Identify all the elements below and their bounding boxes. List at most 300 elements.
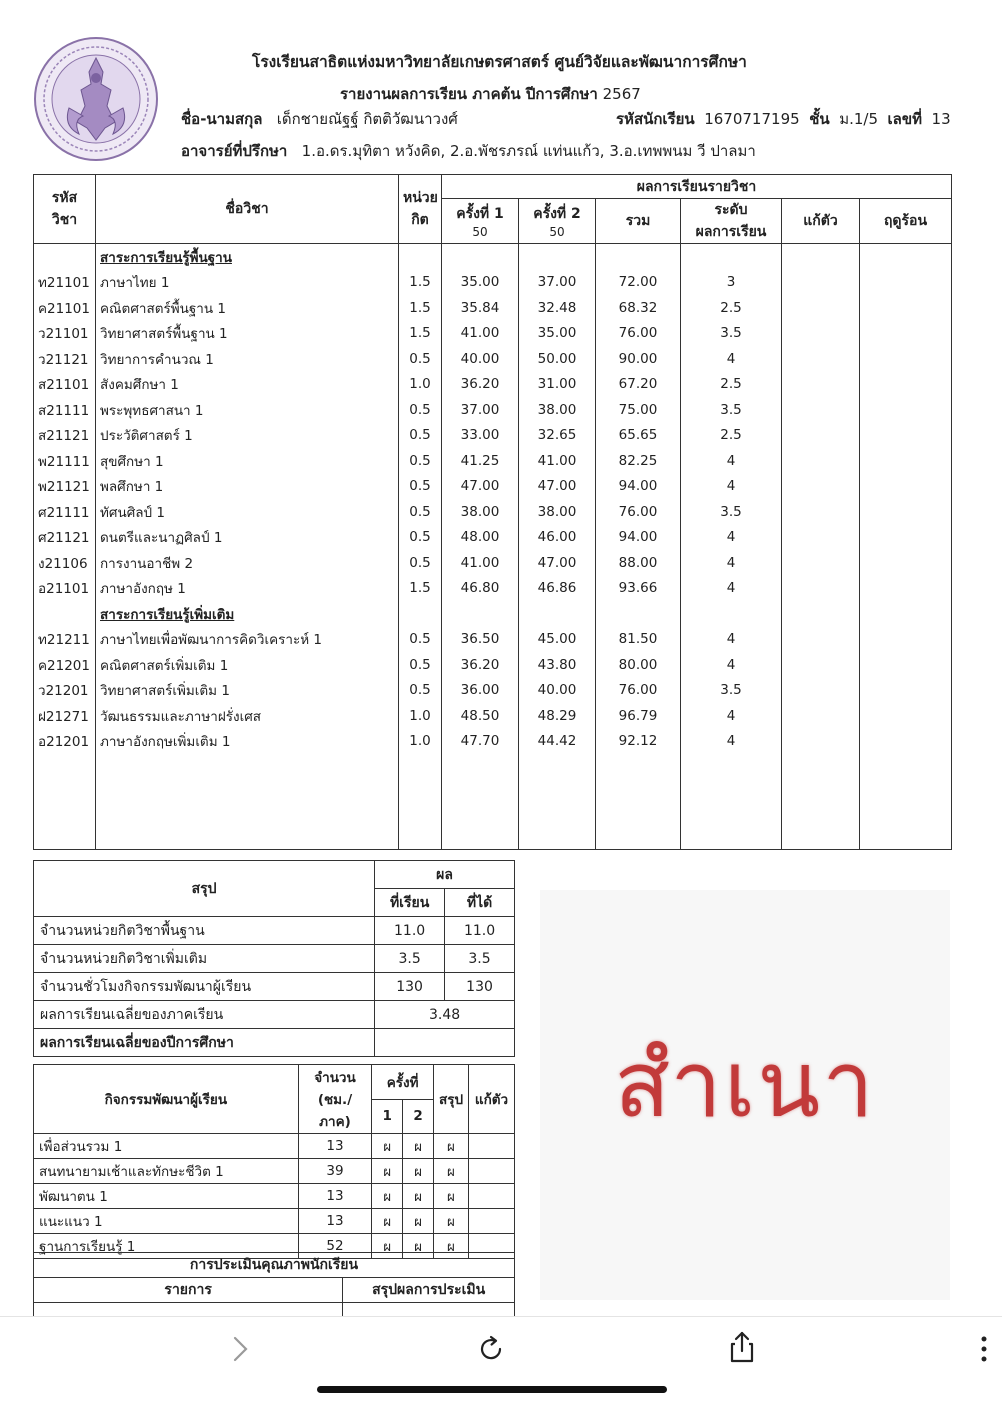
number-label: เลขที่ — [887, 110, 922, 128]
cell-grade: 3 — [681, 270, 782, 296]
col-credit-line1: หน่วย — [403, 190, 438, 206]
cell-credit: 1.5 — [399, 270, 442, 296]
activity-hours: 13 — [298, 1209, 372, 1234]
gpa-term-value: 3.48 — [375, 1001, 515, 1029]
subject-row — [34, 372, 952, 398]
school-seal-logo — [33, 36, 159, 162]
cell-fix — [782, 627, 860, 653]
cell-grade: 3.5 — [681, 321, 782, 347]
cell-code: ส21121 — [34, 423, 96, 449]
cell-credit: 0.5 — [399, 397, 442, 423]
cell-grade: 3.5 — [681, 397, 782, 423]
cell-total: 76.00 — [596, 499, 681, 525]
activities-col-summary: สรุป — [433, 1065, 468, 1134]
activity-fix — [469, 1134, 515, 1159]
cell-name: ภาษาอังกฤษเพิ่มเติม 1 — [96, 729, 399, 755]
empty-cell — [399, 601, 442, 627]
grades-body — [34, 244, 952, 850]
cell-grade: 4 — [681, 525, 782, 551]
cell-t1: 41.00 — [442, 321, 519, 347]
activity-row — [34, 1134, 515, 1159]
cell-t1: 35.00 — [442, 270, 519, 296]
col-fix-header: แก้ตัว — [782, 199, 860, 244]
cell-fix — [782, 576, 860, 602]
cell-code: ฝ21271 — [34, 703, 96, 729]
cell-code: ง21106 — [34, 550, 96, 576]
cell-t1: 48.50 — [442, 703, 519, 729]
cell-code: ท21211 — [34, 627, 96, 653]
empty-cell — [681, 244, 782, 270]
cell-total: 93.66 — [596, 576, 681, 602]
empty-cell — [34, 601, 96, 627]
cell-t2: 48.29 — [519, 703, 596, 729]
cell-name: วัฒนธรรมและภาษาฝรั่งเศส — [96, 703, 399, 729]
subject-row — [34, 729, 952, 755]
activity-t1: ผ — [372, 1159, 403, 1184]
activity-hours: 52 — [298, 1234, 372, 1259]
cell-t2: 40.00 — [519, 678, 596, 704]
cell-t1: 35.84 — [442, 295, 519, 321]
col-code-line2: วิชา — [51, 212, 78, 228]
empty-cell — [860, 754, 952, 850]
cell-t2: 46.00 — [519, 525, 596, 551]
activity-t2: ผ — [403, 1234, 434, 1259]
cell-fix — [782, 448, 860, 474]
cell-summer — [860, 372, 952, 398]
cell-t2: 45.00 — [519, 627, 596, 653]
activity-summary: ผ — [433, 1209, 468, 1234]
cell-t2: 43.80 — [519, 652, 596, 678]
col-credit-header — [399, 175, 442, 244]
more-vertical-icon[interactable] — [972, 1329, 996, 1369]
cell-t1: 36.00 — [442, 678, 519, 704]
cell-t1: 47.00 — [442, 474, 519, 500]
activity-t1: ผ — [372, 1184, 403, 1209]
empty-cell — [782, 244, 860, 270]
activity-t2: ผ — [403, 1209, 434, 1234]
subject-row — [34, 474, 952, 500]
activity-summary: ผ — [433, 1159, 468, 1184]
cell-code: อ21201 — [34, 729, 96, 755]
col-term1-header — [442, 199, 519, 244]
empty-cell — [519, 601, 596, 627]
summary-table — [33, 860, 515, 1057]
cell-credit: 0.5 — [399, 499, 442, 525]
empty-cell — [442, 754, 519, 850]
cell-t2: 38.00 — [519, 397, 596, 423]
summary-row-studied: 3.5 — [375, 945, 445, 973]
cell-credit: 0.5 — [399, 525, 442, 551]
summary-row-earned: 130 — [445, 973, 515, 1001]
cell-total: 65.65 — [596, 423, 681, 449]
filler-row — [34, 754, 952, 850]
cell-t1: 41.25 — [442, 448, 519, 474]
cell-fix — [782, 321, 860, 347]
report-title — [340, 82, 641, 106]
cell-fix — [782, 652, 860, 678]
activity-fix — [469, 1159, 515, 1184]
activities-col-t2: 2 — [403, 1099, 434, 1134]
cell-summer — [860, 474, 952, 500]
cell-code: ว21201 — [34, 678, 96, 704]
advisor-names: 1.อ.ดร.มุทิตา หวังคิด, 2.อ.พัชรภรณ์ แท่นแก้ว, 3.อ.เทพพนม วี ปาลมา — [301, 142, 756, 160]
col-code-header — [34, 175, 96, 244]
cell-name: คณิตศาสตร์พื้นฐาน 1 — [96, 295, 399, 321]
student-id-row — [616, 107, 951, 131]
cell-fix — [782, 703, 860, 729]
subject-row — [34, 525, 952, 551]
name-label: ชื่อ-นามสกุล — [181, 110, 263, 128]
cell-code: พ21111 — [34, 448, 96, 474]
cell-credit: 0.5 — [399, 448, 442, 474]
subject-row — [34, 499, 952, 525]
advisor-label: อาจารย์ที่ปรึกษา — [181, 142, 288, 160]
summary-row-studied: 11.0 — [375, 917, 445, 945]
activity-summary: ผ — [433, 1234, 468, 1259]
cell-summer — [860, 270, 952, 296]
activity-name: แนะแนว 1 — [34, 1209, 299, 1234]
cell-credit: 1.5 — [399, 321, 442, 347]
activities-col-name: กิจกรรมพัฒนาผู้เรียน — [34, 1065, 299, 1134]
cell-total: 80.00 — [596, 652, 681, 678]
empty-cell — [860, 244, 952, 270]
cell-total: 76.00 — [596, 321, 681, 347]
empty-cell — [596, 244, 681, 270]
cell-t2: 37.00 — [519, 270, 596, 296]
gpa-year-value — [375, 1029, 515, 1057]
cell-t2: 47.00 — [519, 550, 596, 576]
summary-row-label: จำนวนหน่วยกิตวิชาพื้นฐาน — [34, 917, 375, 945]
empty-cell — [96, 754, 399, 850]
empty-cell — [519, 244, 596, 270]
report-title-text: รายงานผลการเรียน ภาคต้น ปีการศึกษา — [340, 85, 598, 103]
cell-t2: 44.42 — [519, 729, 596, 755]
cell-name: ภาษาอังกฤษ 1 — [96, 576, 399, 602]
cell-credit: 1.0 — [399, 703, 442, 729]
cell-total: 82.25 — [596, 448, 681, 474]
col-total-header: รวม — [596, 199, 681, 244]
subject-row — [34, 346, 952, 372]
advisor-row — [181, 139, 756, 163]
cell-summer — [860, 703, 952, 729]
cell-summer — [860, 346, 952, 372]
cell-grade: 4 — [681, 346, 782, 372]
student-id: 1670717195 — [704, 110, 800, 128]
cell-code: ท21101 — [34, 270, 96, 296]
cell-t2: 47.00 — [519, 474, 596, 500]
col-code-line1: รหัส — [51, 190, 78, 206]
class-value: ม.1/5 — [839, 110, 878, 128]
cell-credit: 0.5 — [399, 474, 442, 500]
cell-code: ส21111 — [34, 397, 96, 423]
activity-t2: ผ — [403, 1184, 434, 1209]
cell-summer — [860, 652, 952, 678]
activity-t2: ผ — [403, 1134, 434, 1159]
subject-row — [34, 295, 952, 321]
cell-code: พ21121 — [34, 474, 96, 500]
academic-year: 2567 — [602, 85, 641, 103]
cell-t1: 38.00 — [442, 499, 519, 525]
cell-t1: 47.70 — [442, 729, 519, 755]
subject-row — [34, 703, 952, 729]
summary-col-studied: ที่เรียน — [375, 889, 445, 917]
empty-cell — [681, 601, 782, 627]
activities-col-hours-line1: จำนวน — [314, 1070, 356, 1086]
col-term1-max: 50 — [472, 225, 488, 239]
activity-name: พัฒนาตน 1 — [34, 1184, 299, 1209]
cell-credit: 0.5 — [399, 678, 442, 704]
cell-total: 81.50 — [596, 627, 681, 653]
cell-fix — [782, 474, 860, 500]
empty-cell — [399, 754, 442, 850]
subject-row — [34, 270, 952, 296]
cell-t2: 46.86 — [519, 576, 596, 602]
cell-t2: 38.00 — [519, 499, 596, 525]
cell-name: พลศึกษา 1 — [96, 474, 399, 500]
cell-grade: 2.5 — [681, 295, 782, 321]
subject-row — [34, 550, 952, 576]
col-credit-line2: กิต — [411, 212, 429, 228]
activity-t1: ผ — [372, 1209, 403, 1234]
activity-fix — [469, 1209, 515, 1234]
activity-fix — [469, 1184, 515, 1209]
empty-cell — [442, 601, 519, 627]
cell-grade: 4 — [681, 550, 782, 576]
cell-credit: 1.5 — [399, 295, 442, 321]
col-level-line1: ระดับ — [714, 202, 748, 218]
cell-name: วิทยาศาสตร์เพิ่มเติม 1 — [96, 678, 399, 704]
grades-table — [33, 174, 952, 850]
cell-name: สังคมศึกษา 1 — [96, 372, 399, 398]
section-title: สาระการเรียนรู้เพิ่มเติม — [96, 601, 399, 627]
cell-t1: 48.00 — [442, 525, 519, 551]
cell-grade: 3.5 — [681, 678, 782, 704]
cell-code: ศ21121 — [34, 525, 96, 551]
activity-summary: ผ — [433, 1184, 468, 1209]
cell-summer — [860, 448, 952, 474]
cell-credit: 0.5 — [399, 652, 442, 678]
copy-stamp: สำเนา — [614, 1031, 876, 1138]
quality-col-item: รายการ — [34, 1278, 343, 1303]
cell-total: 94.00 — [596, 525, 681, 551]
cell-t2: 41.00 — [519, 448, 596, 474]
cell-grade: 4 — [681, 448, 782, 474]
activities-col-t1: 1 — [372, 1099, 403, 1134]
cell-name: วิทยาศาสตร์พื้นฐาน 1 — [96, 321, 399, 347]
quality-title: การประเมินคุณภาพนักเรียน — [34, 1253, 515, 1278]
cell-total: 94.00 — [596, 474, 681, 500]
activities-col-times: ครั้งที่ — [372, 1065, 434, 1100]
cell-code: ว21121 — [34, 346, 96, 372]
subject-row — [34, 423, 952, 449]
student-name-row — [181, 107, 458, 131]
cell-summer — [860, 321, 952, 347]
cell-fix — [782, 372, 860, 398]
cell-t2: 50.00 — [519, 346, 596, 372]
summary-title: สรุป — [34, 861, 375, 917]
browser-toolbar — [0, 1316, 1002, 1407]
subject-row — [34, 321, 952, 347]
cell-t1: 36.20 — [442, 652, 519, 678]
cell-t2: 32.65 — [519, 423, 596, 449]
cell-summer — [860, 295, 952, 321]
cell-code: ค21201 — [34, 652, 96, 678]
col-name-header: ชื่อวิชา — [96, 175, 399, 244]
cell-summer — [860, 576, 952, 602]
cell-code: ว21101 — [34, 321, 96, 347]
student-name: เด็กชายณัฐฐ์ กิตติวัฒนาวงศ์ — [276, 110, 458, 128]
cell-total: 67.20 — [596, 372, 681, 398]
cell-fix — [782, 550, 860, 576]
summary-row-earned: 11.0 — [445, 917, 515, 945]
cell-t1: 41.00 — [442, 550, 519, 576]
subject-row — [34, 678, 952, 704]
cell-summer — [860, 499, 952, 525]
summary-row — [34, 917, 515, 945]
copy-stamp-area — [540, 890, 950, 1300]
cell-grade: 3.5 — [681, 499, 782, 525]
cell-t1: 37.00 — [442, 397, 519, 423]
activity-summary: ผ — [433, 1134, 468, 1159]
activity-row — [34, 1159, 515, 1184]
cell-credit: 0.5 — [399, 423, 442, 449]
activities-col-hours — [298, 1065, 372, 1134]
cell-t1: 36.20 — [442, 372, 519, 398]
summary-row-earned: 3.5 — [445, 945, 515, 973]
cell-total: 68.32 — [596, 295, 681, 321]
cell-total: 76.00 — [596, 678, 681, 704]
cell-t1: 36.50 — [442, 627, 519, 653]
student-id-label: รหัสนักเรียน — [616, 110, 695, 128]
empty-cell — [34, 244, 96, 270]
chevron-right-icon[interactable] — [220, 1329, 260, 1369]
cell-total: 92.12 — [596, 729, 681, 755]
cell-credit: 0.5 — [399, 627, 442, 653]
cell-summer — [860, 397, 952, 423]
cell-t1: 33.00 — [442, 423, 519, 449]
cell-name: ภาษาไทย 1 — [96, 270, 399, 296]
cell-fix — [782, 525, 860, 551]
summary-row-label: จำนวนหน่วยกิตวิชาเพิ่มเติม — [34, 945, 375, 973]
cell-fix — [782, 346, 860, 372]
cell-grade: 2.5 — [681, 372, 782, 398]
cell-grade: 4 — [681, 652, 782, 678]
summary-row-studied: 130 — [375, 973, 445, 1001]
col-term2-header — [519, 199, 596, 244]
activity-hours: 39 — [298, 1159, 372, 1184]
activity-t1: ผ — [372, 1134, 403, 1159]
cell-code: ค21101 — [34, 295, 96, 321]
section-header-row — [34, 601, 952, 627]
cell-summer — [860, 525, 952, 551]
cell-summer — [860, 678, 952, 704]
empty-cell — [519, 754, 596, 850]
empty-cell — [860, 601, 952, 627]
col-results-header: ผลการเรียนรายวิชา — [442, 175, 952, 199]
cell-summer — [860, 423, 952, 449]
cell-credit: 1.5 — [399, 576, 442, 602]
summary-result-header: ผล — [375, 861, 515, 889]
cell-total: 72.00 — [596, 270, 681, 296]
col-term1-label: ครั้งที่ 1 — [456, 206, 504, 222]
col-level-line2: ผลการเรียน — [695, 224, 767, 240]
cell-t1: 40.00 — [442, 346, 519, 372]
share-icon[interactable] — [722, 1327, 762, 1367]
cell-t2: 32.48 — [519, 295, 596, 321]
quality-col-result: สรุปผลการประเมิน — [343, 1278, 515, 1303]
gpa-year-label: ผลการเรียนเฉลี่ยของปีการศึกษา — [34, 1029, 375, 1057]
cell-name: ทัศนศิลป์ 1 — [96, 499, 399, 525]
cell-code: อ21101 — [34, 576, 96, 602]
cell-name: การงานอาชีพ 2 — [96, 550, 399, 576]
activity-name: ฐานการเรียนรู้ 1 — [34, 1234, 299, 1259]
cell-name: ดนตรีและนาฏศิลป์ 1 — [96, 525, 399, 551]
col-summer-header: ฤดูร้อน — [860, 199, 952, 244]
refresh-icon[interactable] — [471, 1329, 511, 1369]
cell-summer — [860, 627, 952, 653]
home-indicator — [317, 1386, 667, 1393]
cell-grade: 4 — [681, 729, 782, 755]
cell-grade: 4 — [681, 474, 782, 500]
cell-name: สุขศึกษา 1 — [96, 448, 399, 474]
activity-hours: 13 — [298, 1134, 372, 1159]
cell-t1: 46.80 — [442, 576, 519, 602]
cell-total: 96.79 — [596, 703, 681, 729]
activity-name: เพื่อส่วนรวม 1 — [34, 1134, 299, 1159]
activity-row — [34, 1184, 515, 1209]
empty-cell — [681, 754, 782, 850]
cell-t2: 35.00 — [519, 321, 596, 347]
activity-row — [34, 1209, 515, 1234]
activity-t2: ผ — [403, 1159, 434, 1184]
summary-col-earned: ที่ได้ — [445, 889, 515, 917]
section-title: สาระการเรียนรู้พื้นฐาน — [96, 244, 399, 270]
cell-summer — [860, 729, 952, 755]
section-header-row — [34, 244, 952, 270]
cell-fix — [782, 499, 860, 525]
empty-cell — [782, 601, 860, 627]
cell-code: ส21101 — [34, 372, 96, 398]
activities-col-hours-line2: (ชม./ภาค) — [317, 1092, 353, 1130]
activities-body — [34, 1134, 515, 1259]
cell-credit: 1.0 — [399, 372, 442, 398]
cell-fix — [782, 397, 860, 423]
cell-fix — [782, 270, 860, 296]
cell-summer — [860, 550, 952, 576]
cell-credit: 0.5 — [399, 346, 442, 372]
subject-row — [34, 627, 952, 653]
cell-name: ประวัติศาสตร์ 1 — [96, 423, 399, 449]
empty-cell — [399, 244, 442, 270]
empty-cell — [782, 754, 860, 850]
summary-row — [34, 945, 515, 973]
cell-grade: 4 — [681, 703, 782, 729]
col-term2-label: ครั้งที่ 2 — [533, 206, 581, 222]
cell-t2: 31.00 — [519, 372, 596, 398]
activity-name: สนทนายามเช้าและทักษะชีวิต 1 — [34, 1159, 299, 1184]
number-value: 13 — [931, 110, 951, 128]
activities-table — [33, 1064, 515, 1259]
empty-cell — [596, 754, 681, 850]
summary-row-label: จำนวนชั่วโมงกิจกรรมพัฒนาผู้เรียน — [34, 973, 375, 1001]
cell-fix — [782, 423, 860, 449]
col-level-header — [681, 199, 782, 244]
cell-total: 75.00 — [596, 397, 681, 423]
cell-fix — [782, 729, 860, 755]
summary-row — [34, 973, 515, 1001]
activities-col-fix: แก้ตัว — [469, 1065, 515, 1134]
empty-cell — [442, 244, 519, 270]
